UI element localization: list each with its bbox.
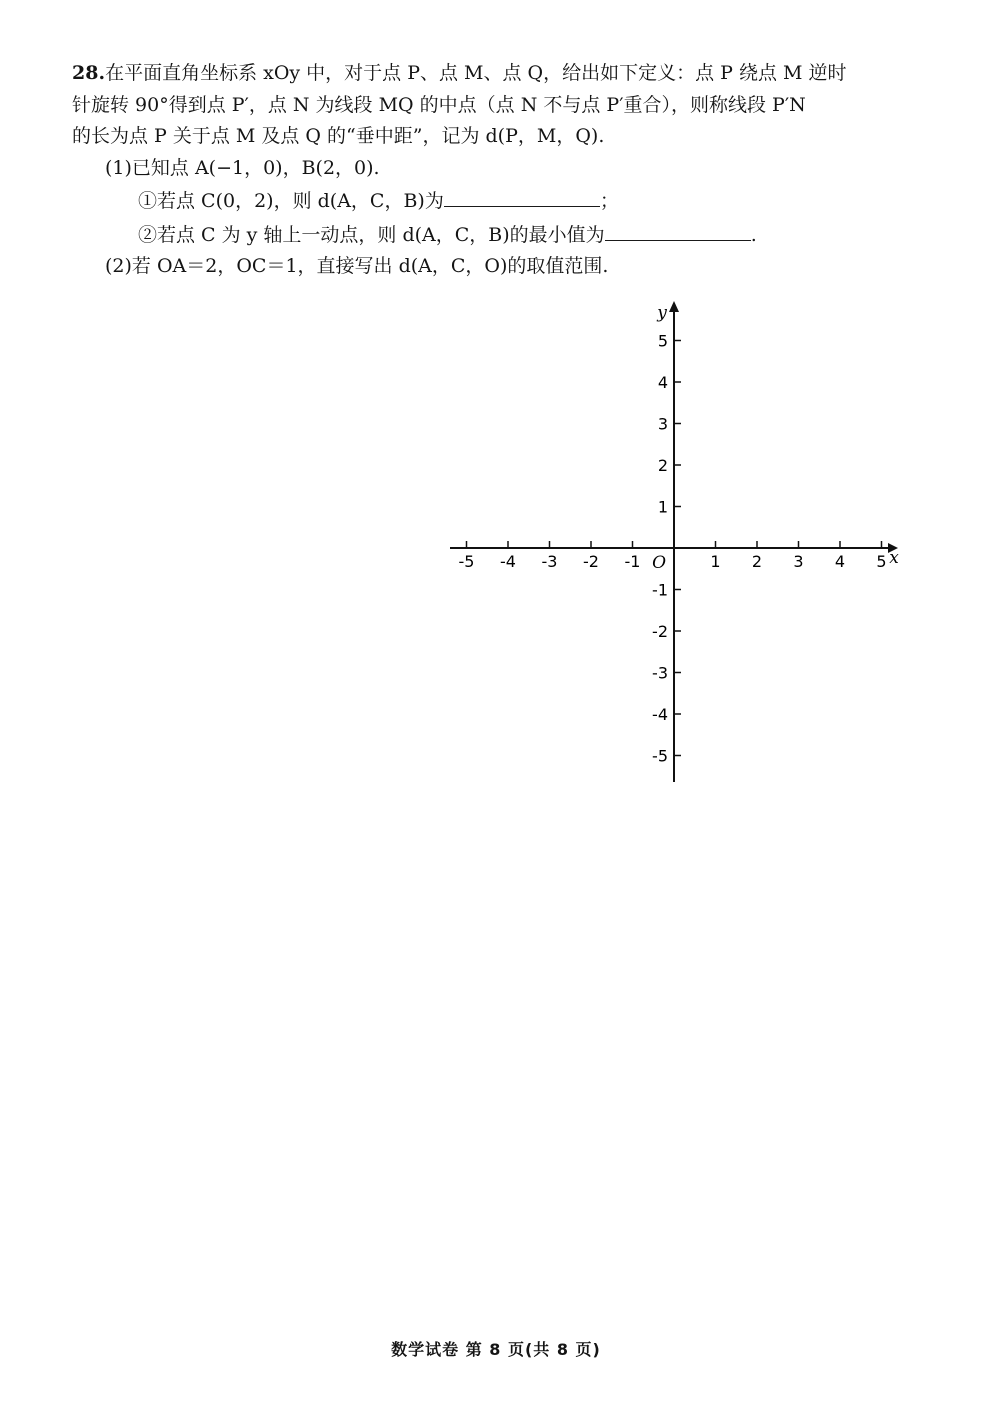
x-tick-label: -2 bbox=[583, 552, 599, 571]
y-tick-label: -4 bbox=[652, 705, 668, 724]
x-axis-label: x bbox=[889, 548, 899, 568]
y-axis-label: y bbox=[657, 303, 667, 323]
x-tick-label: 2 bbox=[751, 552, 763, 571]
problem-line-3: 的长为点 P 关于点 M 及点 Q 的“垂中距”，记为 d(P，M，Q). bbox=[72, 125, 605, 147]
y-tick-label: -1 bbox=[652, 580, 668, 600]
problem-number: 28. bbox=[72, 62, 106, 84]
question-2 bbox=[72, 218, 912, 252]
x-tick-label: 4 bbox=[834, 552, 846, 571]
x-tick-label: 1 bbox=[710, 552, 721, 571]
x-tick-label: -3 bbox=[541, 552, 558, 571]
y-tick-label: 4 bbox=[657, 373, 668, 392]
question-1-end: ； bbox=[599, 190, 619, 212]
question-1 bbox=[72, 184, 912, 218]
origin-label: O bbox=[652, 553, 666, 573]
part-1-prompt: (1)已知点 A(−1，0)，B(2，0). bbox=[105, 156, 380, 179]
y-tick-label: 5 bbox=[657, 331, 668, 351]
problem-line-2: 针旋转 90°得到点 P′，点 N 为线段 MQ 的中点（点 N 不与点 P′重合），则称线段 P′N bbox=[72, 93, 806, 116]
question-2-text: ②若点 C 为 y 轴上一动点，则 d(A，C，B)的最小值为 bbox=[138, 223, 605, 246]
y-tick-label: -5 bbox=[652, 746, 668, 766]
y-tick-label: -3 bbox=[652, 663, 668, 683]
problem-28 bbox=[72, 58, 912, 283]
x-tick-label: 5 bbox=[876, 552, 887, 571]
x-tick-label: -4 bbox=[500, 552, 516, 571]
x-tick-label: -1 bbox=[624, 552, 641, 571]
problem-text-1: 在平面直角坐标系 xOy 中，对于点 P、点 M、点 Q，给出如下定义：点 P 绕点 M 逆时 bbox=[105, 62, 847, 84]
coordinate-axes bbox=[440, 296, 910, 796]
y-tick-label: 3 bbox=[657, 414, 668, 434]
y-tick-label: -2 bbox=[652, 622, 668, 641]
y-tick-label: 1 bbox=[657, 497, 668, 517]
y-tick-label: 2 bbox=[657, 456, 668, 475]
answer-blank-2[interactable] bbox=[605, 218, 751, 241]
y-axis-arrow bbox=[669, 301, 679, 312]
x-tick-label: -5 bbox=[458, 552, 475, 571]
question-2-end: . bbox=[750, 223, 757, 246]
answer-blank-1[interactable] bbox=[444, 184, 600, 207]
problem-line-1 bbox=[72, 58, 912, 90]
question-1-text: ①若点 C(0，2)，则 d(A，C，B)为 bbox=[138, 190, 444, 212]
x-tick-label: 3 bbox=[793, 552, 804, 571]
part-2-prompt: (2)若 OA＝2，OC＝1，直接写出 d(A，C，O)的取值范围. bbox=[105, 255, 609, 277]
page-footer: 数学试卷 第 8 页(共 8 页) bbox=[391, 1340, 601, 1359]
